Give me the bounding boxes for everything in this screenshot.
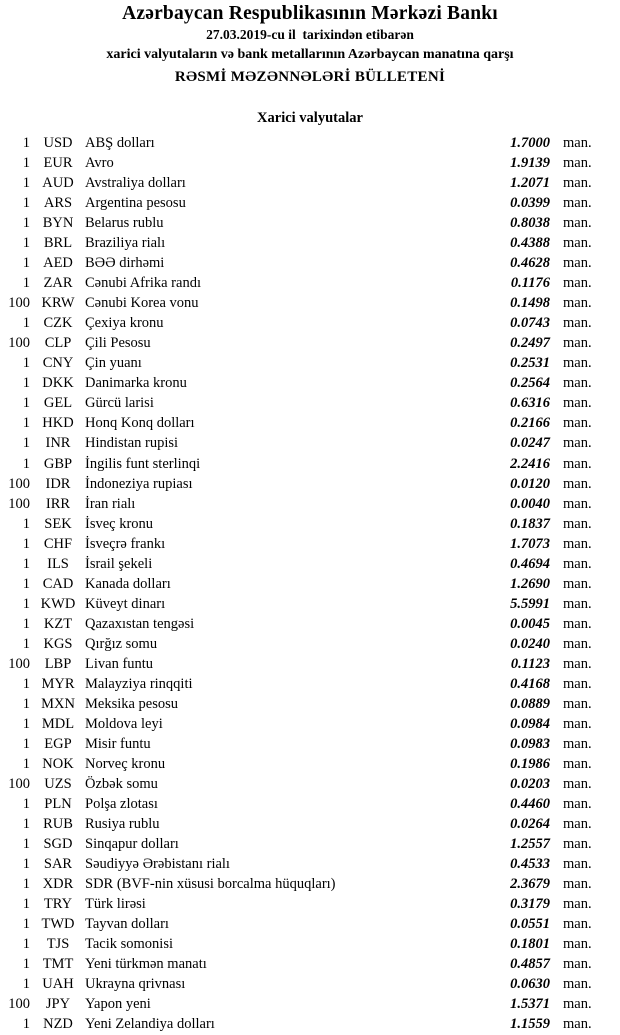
currency-name: Qazaxıstan tengəsi (85, 615, 195, 632)
rate-unit-label: man. (563, 295, 592, 312)
currency-rate: 0.2564 (510, 375, 550, 392)
currency-rate: 0.0889 (510, 695, 550, 712)
currency-code: EUR (43, 155, 73, 172)
rate-unit-label: man. (563, 976, 592, 993)
currency-rate: 0.2531 (510, 355, 550, 372)
rate-unit-label: man. (563, 275, 592, 292)
currency-row (0, 774, 620, 794)
currency-rate: 2.3679 (510, 876, 550, 893)
currency-name: Polşa zlotası (85, 796, 158, 813)
currency-code: USD (43, 135, 73, 151)
currency-name: Qırğız somu (85, 635, 158, 652)
currency-rate: 1.2557 (510, 836, 550, 853)
currency-quantity: 1 (22, 796, 30, 813)
currency-rate: 0.4460 (510, 796, 550, 813)
currency-row (0, 854, 620, 874)
currency-row (0, 554, 620, 574)
currency-code: TRY (43, 896, 73, 913)
rate-unit-label: man. (563, 515, 592, 532)
currency-quantity: 1 (22, 936, 30, 953)
currency-row (0, 614, 620, 634)
currency-name: Yapon yeni (85, 996, 151, 1013)
currency-rate: 0.0983 (510, 735, 550, 752)
currency-rate: 1.7073 (510, 535, 550, 552)
currency-name: Kanada dolları (85, 575, 171, 592)
rate-unit-label: man. (563, 615, 592, 632)
currency-name: Moldova leyi (85, 715, 163, 732)
currency-row (0, 674, 620, 694)
currency-code: KWD (40, 595, 76, 612)
rate-unit-label: man. (563, 856, 592, 873)
currency-name: Malayziya rinqqiti (85, 675, 193, 692)
rate-unit-label: man. (563, 796, 592, 813)
currency-name: İran rialı (85, 495, 136, 512)
rate-unit-label: man. (563, 135, 592, 151)
currency-code: GBP (43, 455, 73, 472)
currency-code: CLP (44, 335, 72, 352)
rate-unit-label: man. (563, 355, 592, 372)
currency-row (0, 974, 620, 994)
currency-quantity: 1 (22, 575, 30, 592)
currency-name: Braziliya rialı (85, 235, 166, 252)
currency-code: SGD (43, 836, 73, 853)
currency-row (0, 373, 620, 393)
currency-name: Cənubi Korea vonu (85, 295, 199, 312)
rate-unit-label: man. (563, 735, 592, 752)
currency-quantity: 1 (22, 856, 30, 873)
currency-rate: 0.3179 (510, 896, 550, 913)
currency-code: IRR (45, 495, 71, 512)
bank-name-title: Azərbaycan Respublikasının Mərkəzi Bankı (122, 3, 498, 24)
currency-rate: 0.0984 (510, 715, 550, 732)
currency-row (0, 634, 620, 654)
currency-quantity: 1 (22, 315, 30, 332)
currency-quantity: 100 (8, 475, 30, 492)
currency-rate: 1.2071 (510, 175, 550, 192)
rate-unit-label: man. (563, 715, 592, 732)
currency-rate: 1.9139 (510, 155, 550, 172)
rate-unit-label: man. (563, 936, 592, 953)
currency-code: EGP (44, 735, 72, 752)
currency-row (0, 534, 620, 554)
rate-unit-label: man. (563, 996, 592, 1013)
currency-code: NOK (42, 755, 74, 772)
currency-name: Səudiyyə Ərəbistanı rialı (85, 856, 230, 873)
currency-quantity: 1 (22, 896, 30, 913)
rate-unit-label: man. (563, 195, 592, 212)
currency-quantity: 1 (22, 355, 30, 372)
currency-quantity: 1 (22, 175, 30, 192)
currency-code: CHF (43, 535, 73, 552)
currency-code: KZT (43, 615, 73, 632)
currency-rate: 0.0120 (510, 475, 550, 492)
currency-name: Hindistan rupisi (85, 435, 179, 452)
currency-name: Avstraliya dolları (85, 175, 186, 192)
currency-code: UAH (42, 976, 74, 993)
currency-quantity: 1 (22, 615, 30, 632)
currency-row (0, 834, 620, 854)
currency-code: ZAR (43, 275, 73, 292)
currency-rate: 1.1559 (510, 1016, 550, 1033)
currency-quantity: 100 (8, 655, 30, 672)
currency-code: RUB (43, 816, 73, 833)
currency-row (0, 694, 620, 714)
currency-rate: 0.1498 (510, 295, 550, 312)
currency-name: Türk lirəsi (85, 896, 146, 913)
currency-code: MXN (41, 695, 75, 712)
currency-quantity: 1 (22, 816, 30, 833)
currency-row (0, 173, 620, 193)
bulletin-title: RƏSMİ MƏZƏNNƏLƏRİ BÜLLETENİ (174, 69, 446, 85)
currency-quantity: 1 (22, 695, 30, 712)
rate-unit-label: man. (563, 575, 592, 592)
currency-row (0, 333, 620, 353)
currency-quantity: 1 (22, 555, 30, 572)
currency-row (0, 714, 620, 734)
currency-row (0, 654, 620, 674)
currency-name: İsveçrə frankı (85, 535, 166, 552)
rate-unit-label: man. (563, 896, 592, 913)
currency-name: Rusiya rublu (85, 816, 160, 833)
currency-row (0, 514, 620, 534)
currency-rate: 0.1986 (510, 755, 550, 772)
currency-rate: 2.2416 (510, 455, 550, 472)
currency-name: Cənubi Afrika randı (85, 275, 201, 292)
currency-code: INR (45, 435, 71, 452)
rate-unit-label: man. (563, 695, 592, 712)
currency-row (0, 734, 620, 754)
currency-row (0, 954, 620, 974)
rate-unit-label: man. (563, 375, 592, 392)
rate-unit-label: man. (563, 315, 592, 332)
currency-code: TMT (42, 956, 74, 973)
currency-row (0, 814, 620, 834)
currency-row (0, 413, 620, 433)
currency-name: Çin yuanı (85, 355, 142, 372)
currency-quantity: 1 (22, 635, 30, 652)
currency-code: AUD (42, 175, 74, 192)
currency-code: AED (43, 255, 73, 272)
currency-quantity: 1 (22, 395, 30, 412)
currency-row (0, 494, 620, 514)
currency-code: GEL (43, 395, 73, 412)
currency-rate: 0.0045 (510, 615, 550, 632)
currency-quantity: 1 (22, 836, 30, 853)
rate-unit-label: man. (563, 395, 592, 412)
currency-name: Belarus rublu (85, 215, 164, 232)
currency-row (0, 153, 620, 173)
currency-rate: 1.7000 (510, 135, 550, 151)
rate-unit-label: man. (563, 235, 592, 252)
currency-row (0, 353, 620, 373)
currency-rate: 0.1837 (510, 515, 550, 532)
rate-unit-label: man. (563, 215, 592, 232)
currency-quantity: 1 (22, 235, 30, 252)
currency-code: XDR (42, 876, 74, 893)
currency-rate: 0.1801 (510, 936, 550, 953)
currency-quantity: 100 (8, 495, 30, 512)
currency-quantity: 1 (22, 455, 30, 472)
currency-row (0, 574, 620, 594)
currency-name: Çili Pesosu (85, 335, 151, 352)
currency-row (0, 393, 620, 413)
rate-unit-label: man. (563, 595, 592, 612)
currency-quantity: 1 (22, 415, 30, 432)
currency-quantity: 1 (22, 255, 30, 272)
section-title-foreign-currencies: Xarici valyutalar (257, 110, 363, 126)
currency-name: Livan funtu (85, 655, 154, 672)
currency-rate: 0.4533 (510, 856, 550, 873)
currency-rate: 0.0264 (510, 816, 550, 833)
currency-quantity: 1 (22, 535, 30, 552)
currency-quantity: 100 (8, 776, 30, 792)
currency-quantity: 1 (22, 515, 30, 532)
rate-unit-label: man. (563, 1016, 592, 1033)
currency-name: BƏƏ dirhəmi (85, 255, 165, 272)
currency-quantity: 1 (22, 735, 30, 752)
currency-name: Meksika pesosu (85, 695, 179, 712)
rate-unit-label: man. (563, 755, 592, 772)
currency-rate: 0.4857 (510, 956, 550, 973)
currency-name: Ukrayna qrivnası (85, 976, 186, 993)
currency-name: Misir funtu (85, 735, 151, 752)
currency-name: Honq Konq dolları (85, 415, 195, 432)
currency-quantity: 1 (22, 755, 30, 772)
currency-row (0, 233, 620, 253)
currency-code: MDL (41, 715, 75, 732)
currency-rate: 0.0399 (510, 195, 550, 212)
currency-name: Danimarka kronu (85, 375, 187, 392)
rate-unit-label: man. (563, 655, 592, 672)
currency-rate: 0.2497 (510, 335, 550, 352)
currency-quantity: 1 (22, 155, 30, 172)
rate-unit-label: man. (563, 535, 592, 552)
currency-name: Tacik somonisi (85, 936, 173, 953)
currency-code: PLN (44, 796, 72, 813)
currency-rate: 0.0551 (510, 916, 550, 933)
rate-unit-label: man. (563, 455, 592, 472)
currency-name: Gürcü larisi (85, 395, 154, 412)
currency-rate: 0.2166 (510, 415, 550, 432)
rate-unit-label: man. (563, 555, 592, 572)
currency-quantity: 1 (22, 595, 30, 612)
rate-unit-label: man. (563, 255, 592, 272)
rate-unit-label: man. (563, 816, 592, 833)
currency-rate: 0.0203 (510, 776, 550, 792)
currency-row (0, 934, 620, 954)
currency-rate: 0.1123 (510, 655, 550, 672)
currency-row (0, 273, 620, 293)
currency-rate: 5.5991 (510, 595, 550, 612)
currency-row (0, 754, 620, 774)
currency-quantity: 100 (8, 295, 30, 312)
currency-code: DKK (42, 375, 74, 392)
subject-line: xarici valyutaların və bank metallarının Azərbaycan manatına qarşı (106, 47, 514, 62)
currency-quantity: 1 (22, 135, 30, 151)
currency-name: Yeni türkmən manatı (85, 956, 207, 973)
currency-row (0, 313, 620, 333)
currency-name: Özbək somu (85, 776, 158, 792)
rate-unit-label: man. (563, 876, 592, 893)
currency-name: SDR (BVF-nin xüsusi borcalma hüquqları) (85, 876, 336, 893)
currency-rates-table (0, 133, 620, 1034)
currency-quantity: 1 (22, 195, 30, 212)
currency-name: Avro (85, 155, 114, 172)
currency-row (0, 994, 620, 1014)
currency-name: Norveç kronu (85, 755, 166, 772)
currency-row (0, 193, 620, 213)
currency-code: CNY (42, 355, 74, 372)
currency-code: JPY (45, 996, 71, 1013)
currency-row (0, 874, 620, 894)
rate-unit-label: man. (563, 175, 592, 192)
currency-rate: 0.0630 (510, 976, 550, 993)
currency-quantity: 1 (22, 876, 30, 893)
rate-unit-label: man. (563, 475, 592, 492)
currency-rate: 0.0247 (510, 435, 550, 452)
currency-code: MYR (41, 675, 75, 692)
currency-quantity: 1 (22, 976, 30, 993)
currency-row (0, 454, 620, 474)
rate-unit-label: man. (563, 415, 592, 432)
rate-unit-label: man. (563, 495, 592, 512)
currency-quantity: 100 (8, 335, 30, 352)
currency-name: Yeni Zelandiya dolları (85, 1016, 215, 1033)
rate-unit-label: man. (563, 916, 592, 933)
currency-quantity: 1 (22, 435, 30, 452)
currency-quantity: 1 (22, 715, 30, 732)
currency-rate: 0.6316 (510, 395, 550, 412)
currency-code: BRL (43, 235, 73, 252)
currency-code: HKD (42, 415, 74, 432)
currency-rate: 0.0240 (510, 635, 550, 652)
currency-quantity: 100 (8, 996, 30, 1013)
currency-name: İngilis funt sterlinqi (85, 455, 201, 472)
rate-unit-label: man. (563, 776, 592, 792)
currency-name: Küveyt dinarı (85, 595, 166, 612)
currency-rate: 1.2690 (510, 575, 550, 592)
currency-code: SAR (43, 856, 73, 873)
currency-row (0, 594, 620, 614)
currency-quantity: 1 (22, 215, 30, 232)
currency-code: ARS (43, 195, 73, 212)
currency-code: UZS (44, 776, 72, 792)
currency-rate: 0.4628 (510, 255, 550, 272)
currency-rate: 0.0040 (510, 495, 550, 512)
currency-row (0, 253, 620, 273)
currency-quantity: 1 (22, 1016, 30, 1033)
currency-rate: 0.1176 (510, 275, 550, 292)
currency-code: SEK (44, 515, 72, 532)
rate-unit-label: man. (563, 435, 592, 452)
rate-unit-label: man. (563, 956, 592, 973)
currency-quantity: 1 (22, 916, 30, 933)
currency-row (0, 1014, 620, 1034)
currency-name: Çexiya kronu (85, 315, 164, 332)
currency-row (0, 133, 620, 153)
currency-code: TWD (41, 916, 75, 933)
currency-code: ILS (47, 555, 69, 572)
currency-rate: 1.5371 (510, 996, 550, 1013)
currency-code: TJS (46, 936, 70, 953)
currency-row (0, 474, 620, 494)
currency-name: ABŞ dolları (85, 135, 155, 151)
currency-code: KGS (43, 635, 73, 652)
currency-code: BYN (42, 215, 74, 232)
currency-quantity: 1 (22, 275, 30, 292)
currency-code: LBP (44, 655, 72, 672)
currency-name: Sinqapur dolları (85, 836, 179, 853)
currency-code: KRW (41, 295, 75, 312)
currency-quantity: 1 (22, 375, 30, 392)
currency-row (0, 293, 620, 313)
currency-rate: 0.8038 (510, 215, 550, 232)
currency-row (0, 794, 620, 814)
currency-name: İndoneziya rupiası (85, 475, 193, 492)
currency-row (0, 213, 620, 233)
currency-row (0, 433, 620, 453)
rate-unit-label: man. (563, 675, 592, 692)
effective-date-line: 27.03.2019-cu il tarixindən etibarən (206, 27, 414, 42)
currency-quantity: 1 (22, 675, 30, 692)
currency-rate: 0.4694 (510, 555, 550, 572)
currency-rate: 0.4168 (510, 675, 550, 692)
currency-row (0, 894, 620, 914)
currency-code: CZK (43, 315, 73, 332)
currency-name: İsrail şekeli (85, 555, 153, 572)
currency-code: IDR (45, 475, 71, 492)
currency-name: Argentina pesosu (85, 195, 186, 212)
currency-row (0, 914, 620, 934)
rate-unit-label: man. (563, 836, 592, 853)
rate-unit-label: man. (563, 635, 592, 652)
currency-name: İsveç kronu (85, 515, 154, 532)
rate-unit-label: man. (563, 155, 592, 172)
currency-quantity: 1 (22, 956, 30, 973)
currency-name: Tayvan dolları (85, 916, 169, 933)
currency-code: CAD (42, 575, 74, 592)
currency-code: NZD (43, 1016, 73, 1033)
rate-unit-label: man. (563, 335, 592, 352)
currency-rate: 0.0743 (510, 315, 550, 332)
currency-rate: 0.4388 (510, 235, 550, 252)
